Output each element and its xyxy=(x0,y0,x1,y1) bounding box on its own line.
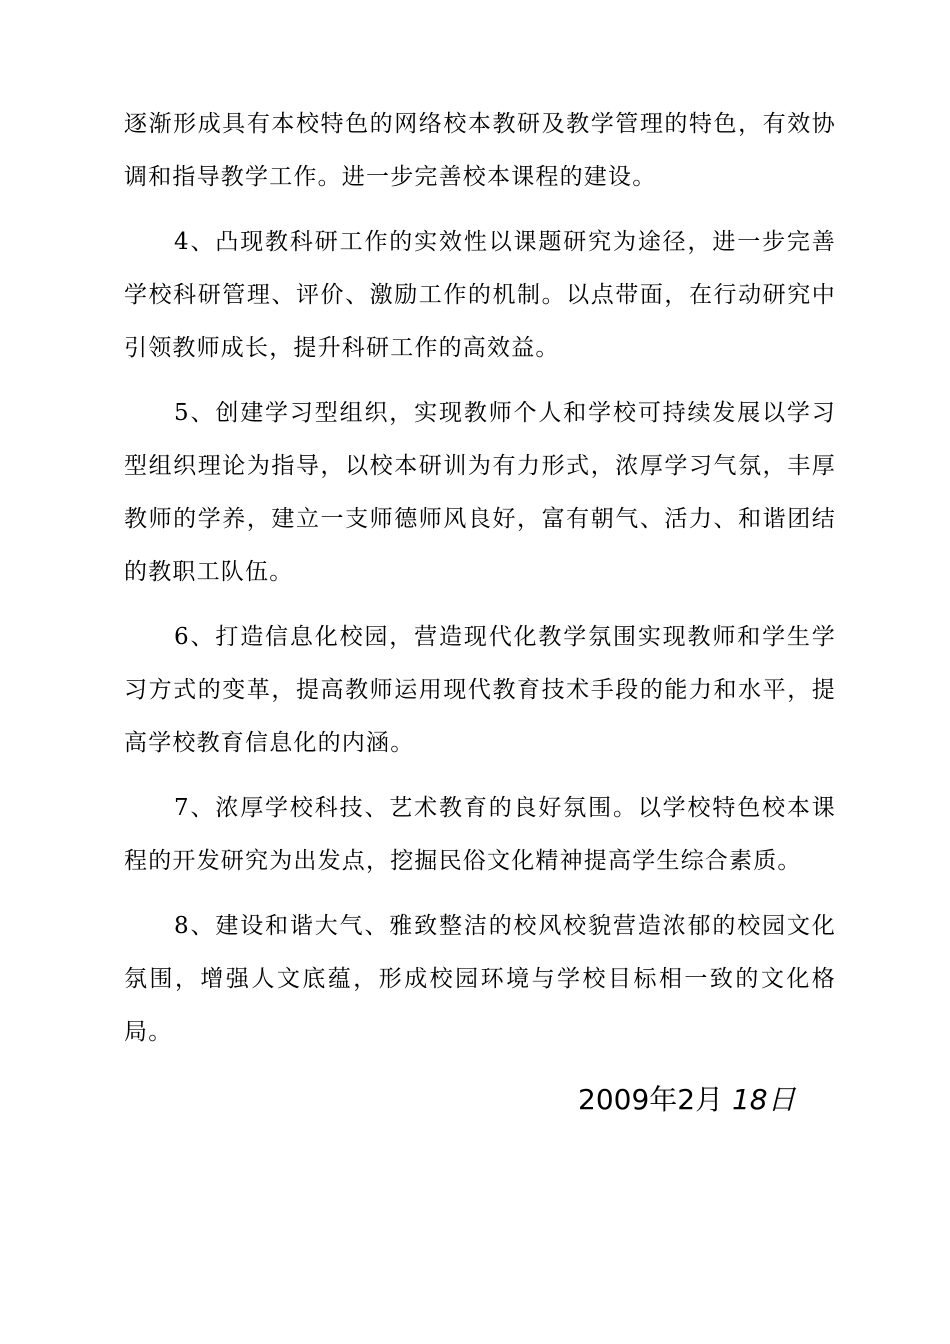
date-day: 18日 xyxy=(731,1083,796,1116)
document-date xyxy=(578,1080,796,1120)
paragraph-item-5: 5、创建学习型组织，实现教师个人和学校可持续发展以学习型组织理论为指导，以校本研训为有力形式，浓厚学习气氛，丰厚教师的学养，建立一支师德师风良好，富有朝气、活力、和谐团结的教职工队伍。 xyxy=(124,400,836,585)
body-text xyxy=(124,98,836,1059)
paragraph-item-8: 8、建设和谐大气、雅致整洁的校风校貌营造浓郁的校园文化氛围，增强人文底蕴，形成校园环境与学校目标相一致的文化格局。 xyxy=(124,913,836,1045)
paragraph-item-6: 6、打造信息化校园，营造现代化教学氛围实现教师和学生学习方式的变革，提高教师运用现代教育技术手段的能力和水平，提高学校教育信息化的内涵。 xyxy=(124,624,836,756)
date-year-month: 2009年2月 xyxy=(578,1083,724,1116)
paragraph-item-4: 4、凸现教科研工作的实效性以课题研究为途径，进一步完善学校科研管理、评价、激励工作的机制。以点带面，在行动研究中引领教师成长，提升科研工作的高效益。 xyxy=(124,229,836,361)
paragraph-continuation: 逐渐形成具有本校特色的网络校本教研及教学管理的特色，有效协调和指导教学工作。进一步完善校本课程的建设。 xyxy=(124,111,836,190)
paragraph-item-7: 7、浓厚学校科技、艺术教育的良好氛围。以学校特色校本课程的开发研究为出发点，挖掘民俗文化精神提高学生综合素质。 xyxy=(124,795,836,874)
